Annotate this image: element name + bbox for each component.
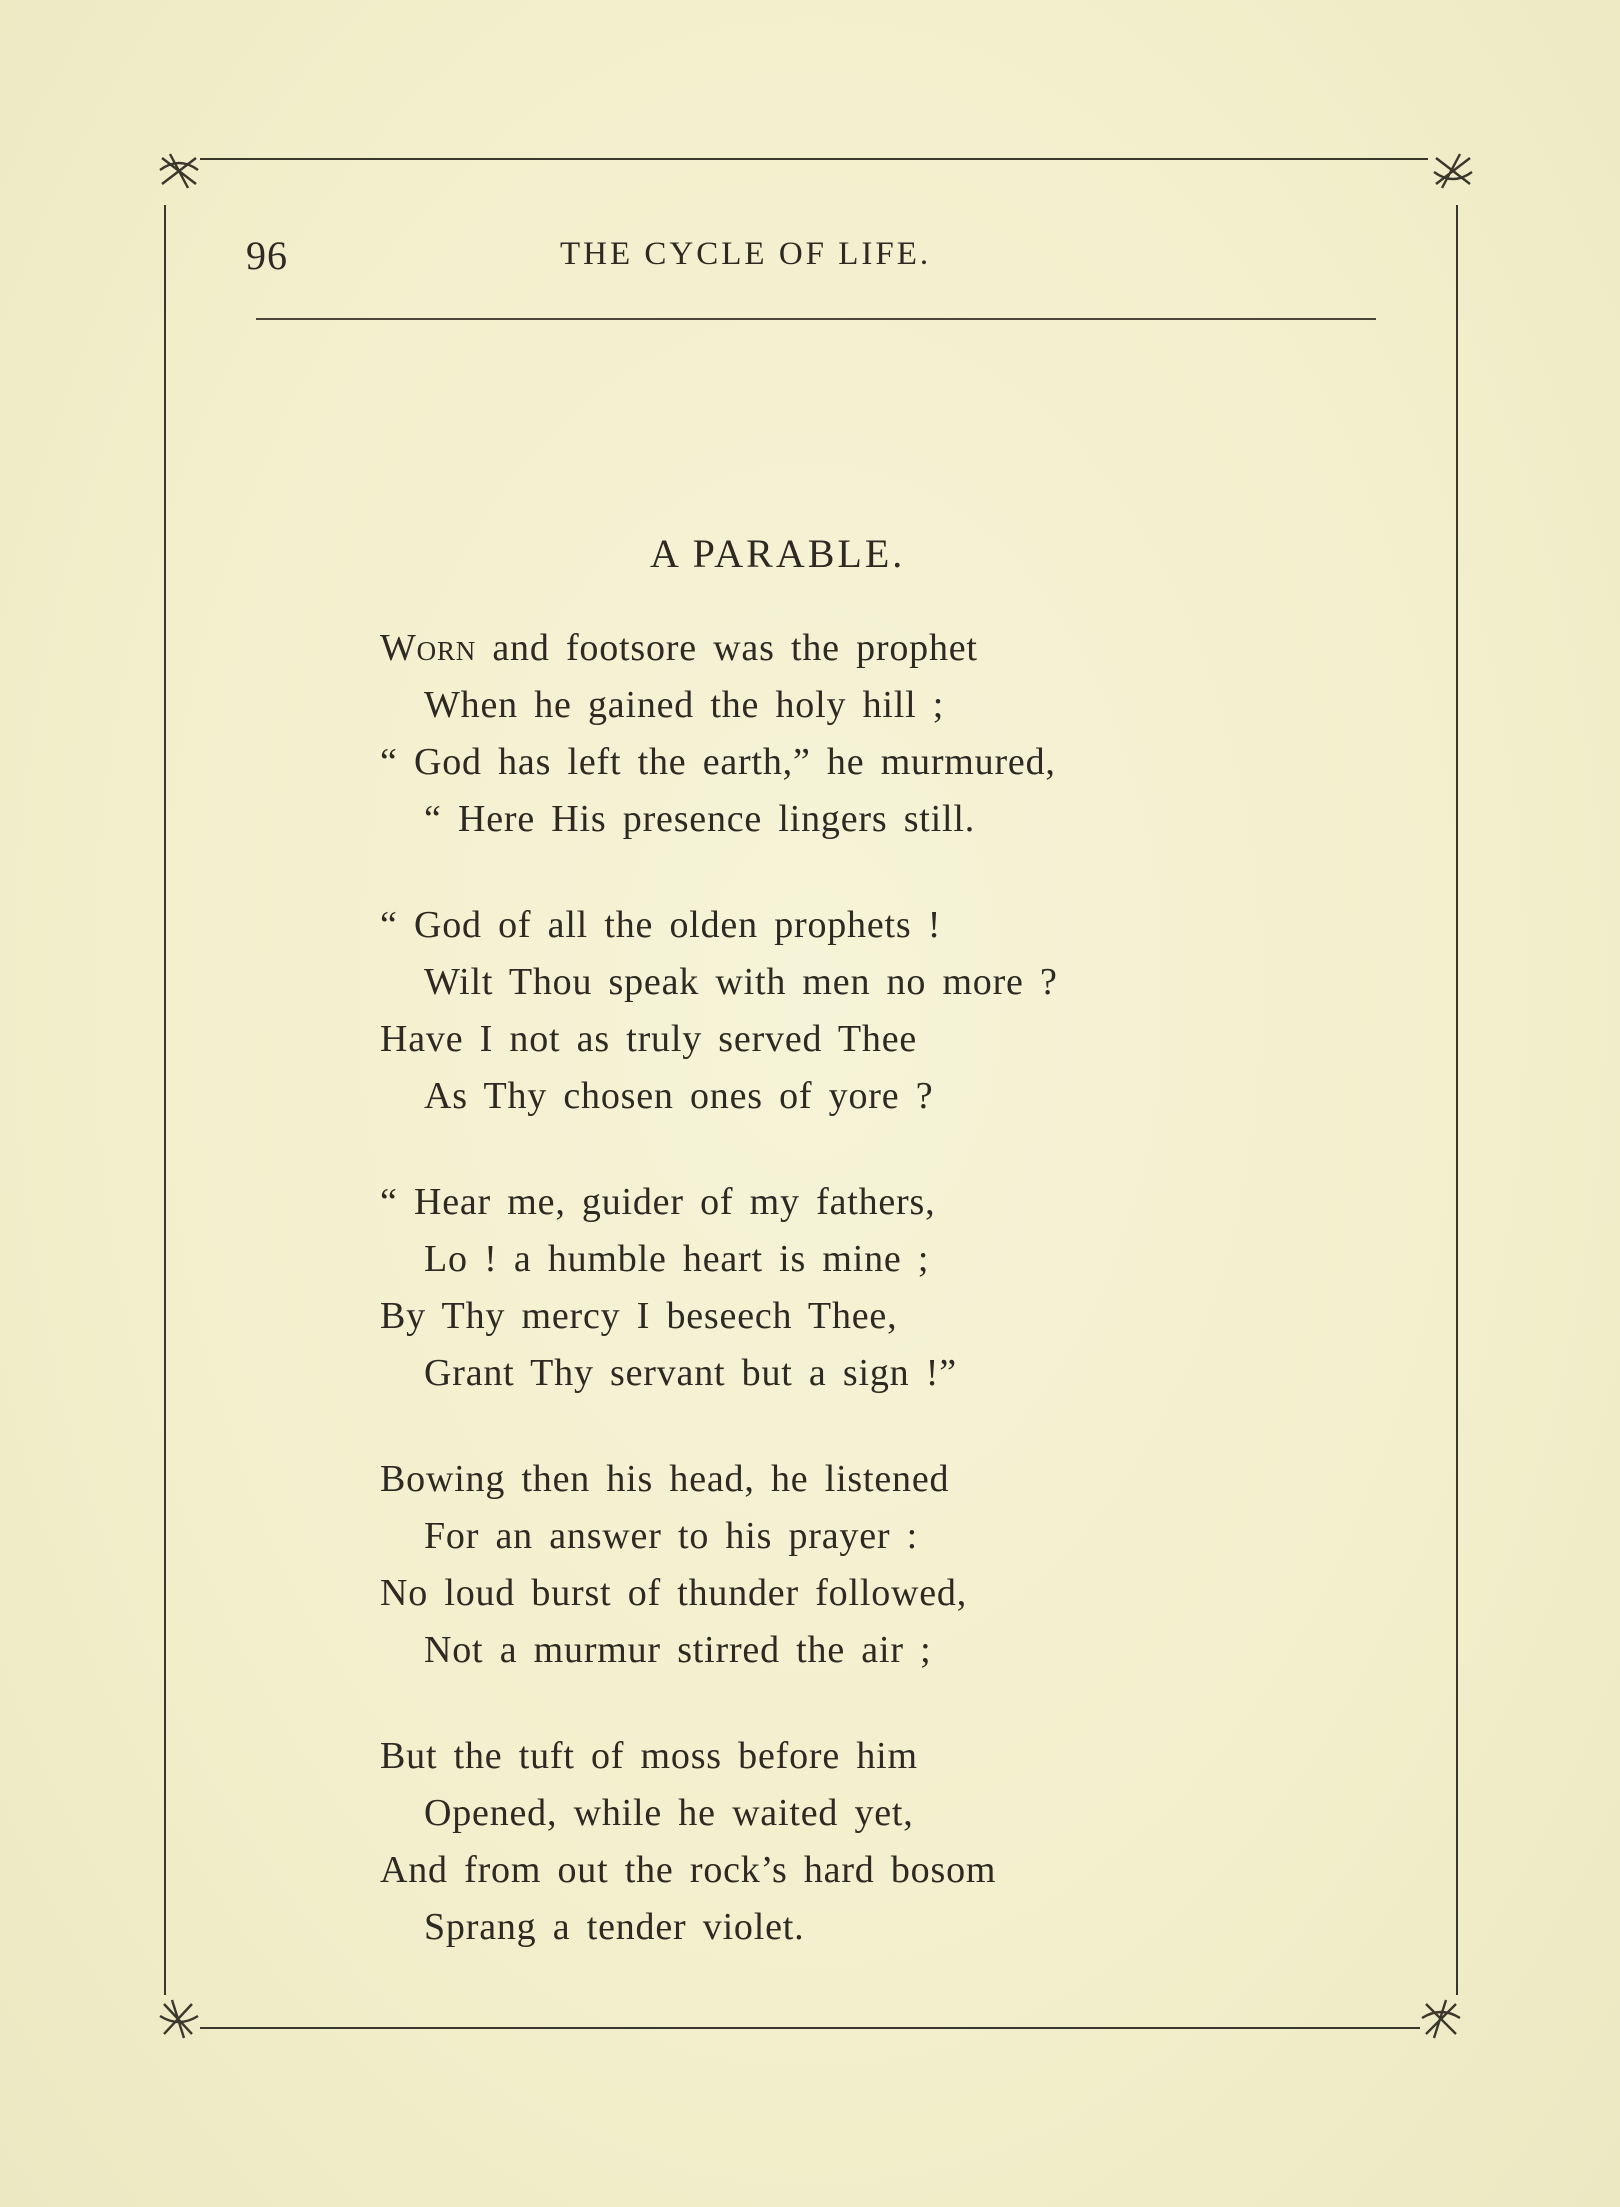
poem-line: “ Hear me, guider of my fathers, <box>380 1181 936 1223</box>
poem-line: As Thy chosen ones of yore ? <box>424 1075 934 1117</box>
poem-line: Have I not as truly served Thee <box>380 1018 918 1060</box>
frame-right-rule <box>1456 205 1458 1995</box>
stanza <box>380 897 1420 1125</box>
poem-line: “ God of all the olden prophets ! <box>380 904 942 946</box>
stanza <box>380 1451 1420 1679</box>
poem-line: Opened, while he waited yet, <box>424 1792 914 1834</box>
poem-line: For an answer to his prayer : <box>424 1515 918 1557</box>
poem-line: Not a murmur stirred the air ; <box>424 1629 932 1671</box>
running-title: THE CYCLE OF LIFE. <box>560 236 932 272</box>
poem-line: Wilt Thou speak with men no more ? <box>424 961 1058 1003</box>
stanza <box>380 1728 1420 1956</box>
poem-body <box>380 620 1420 2005</box>
poem-line: But the tuft of moss before him <box>380 1735 918 1777</box>
poem-title: A PARABLE. <box>650 531 906 576</box>
poem-line: And from out the rock’s hard bosom <box>380 1849 997 1891</box>
page-number: 96 <box>246 233 288 278</box>
frame-top-rule <box>200 158 1428 160</box>
frame-bottom-rule <box>200 2027 1420 2029</box>
corner-ornament-bottom-left-icon <box>156 1998 202 2040</box>
header-rule <box>256 318 1376 320</box>
poem-line: Bowing then his head, he listened <box>380 1458 950 1500</box>
line-text: and footsore was the prophet <box>476 627 978 669</box>
poem-line: When he gained the holy hill ; <box>424 684 945 726</box>
corner-ornament-bottom-right-icon <box>1418 1998 1464 2040</box>
poem-line: No loud burst of thunder followed, <box>380 1572 968 1614</box>
stanza <box>380 1174 1420 1402</box>
frame-left-rule <box>164 205 166 1995</box>
corner-ornament-top-left-icon <box>156 150 202 192</box>
poem-line: Lo ! a humble heart is mine ; <box>424 1238 930 1280</box>
stanza <box>380 620 1420 848</box>
poem-line: Sprang a tender violet. <box>424 1906 805 1948</box>
corner-ornament-top-right-icon <box>1430 150 1476 192</box>
poem-line: “ Here His presence lingers still. <box>424 798 976 840</box>
poem-line <box>380 620 1420 677</box>
opening-word: Worn <box>380 627 477 669</box>
poem-line: Grant Thy servant but a sign !” <box>424 1352 957 1394</box>
poem-line: “ God has left the earth,” he murmured, <box>380 741 1056 783</box>
poem-line: By Thy mercy I beseech Thee, <box>380 1295 898 1337</box>
